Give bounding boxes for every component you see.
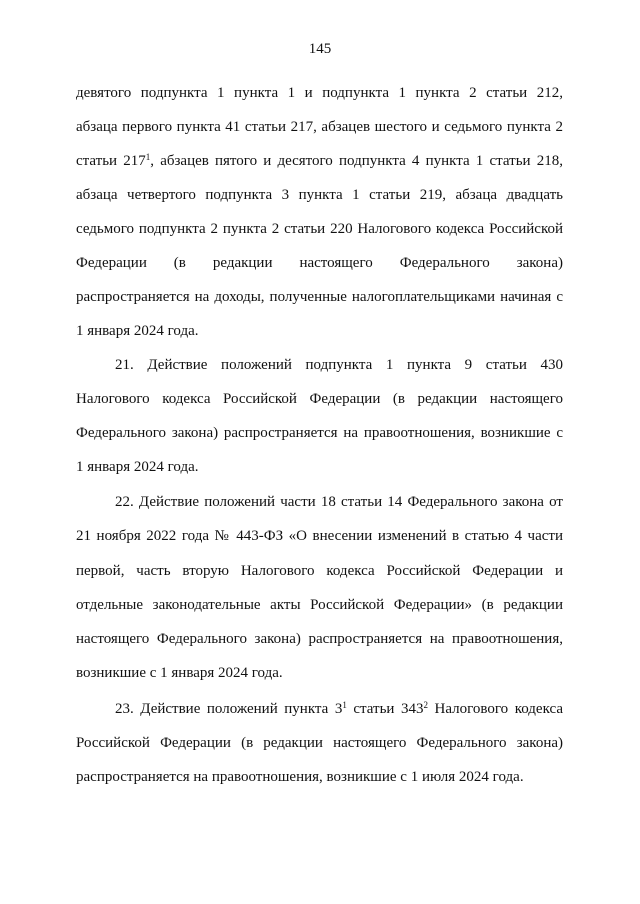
text-line: отдельные законодательные акты Российской Федерации» (в редакции [76, 597, 563, 613]
text-line: возникшие с 1 января 2024 года. [76, 665, 283, 681]
text-line: Федерального закона) распространяется на правоотношения, возникшие с [76, 425, 563, 441]
superscript: 2 [423, 700, 428, 710]
text-line: 1 января 2024 года. [76, 459, 199, 475]
page-number: 145 [308, 41, 332, 57]
text-line: 21 ноября 2022 года № 443-ФЗ «О внесении изменений в статью 4 части [76, 528, 563, 544]
text-line: распространяется на доходы, полученные налогоплательщиками начиная с [76, 289, 563, 305]
text-line: седьмого подпункта 2 пункта 2 статьи 220 Налогового кодекса Российской [76, 221, 563, 237]
text-line: абзаца четвертого подпункта 3 пункта 1 статьи 219, абзаца двадцать [76, 187, 563, 203]
text-line: 21. Действие положений подпункта 1 пункта 9 статьи 430 [115, 357, 563, 373]
text-line: Федерации (в редакции настоящего Федерального закона) [76, 255, 563, 271]
text-line: 1 января 2024 года. [76, 323, 199, 339]
text-line: девятого подпункта 1 пункта 1 и подпункта 1 пункта 2 статьи 212, [76, 85, 563, 101]
text-line: 22. Действие положений части 18 статьи 14 Федерального закона от [115, 494, 563, 510]
text-line: распространяется на правоотношения, возникшие с 1 июля 2024 года. [76, 769, 524, 785]
text-line: абзаца первого пункта 41 статьи 217, абзацев шестого и седьмого пункта 2 [76, 119, 563, 135]
superscript: 1 [145, 152, 151, 162]
text-line: первой, часть вторую Налогового кодекса Российской Федерации и [76, 563, 563, 579]
text-line: настоящего Федерального закона) распространяется на правоотношения, [76, 631, 563, 647]
text-line: Налогового кодекса Российской Федерации (в редакции настоящего [76, 391, 563, 407]
superscript: 1 [342, 700, 347, 710]
text-line: 23. Действие положений пункта $3^1$ статьи $343^2$ Налогового кодекса [115, 700, 563, 717]
text-line: Российской Федерации (в редакции настоящего Федерального закона) [76, 735, 563, 751]
text-line: статьи $217^1$, абзацев пятого и десятого подпункта 4 пункта 1 статьи 218, [76, 152, 563, 169]
